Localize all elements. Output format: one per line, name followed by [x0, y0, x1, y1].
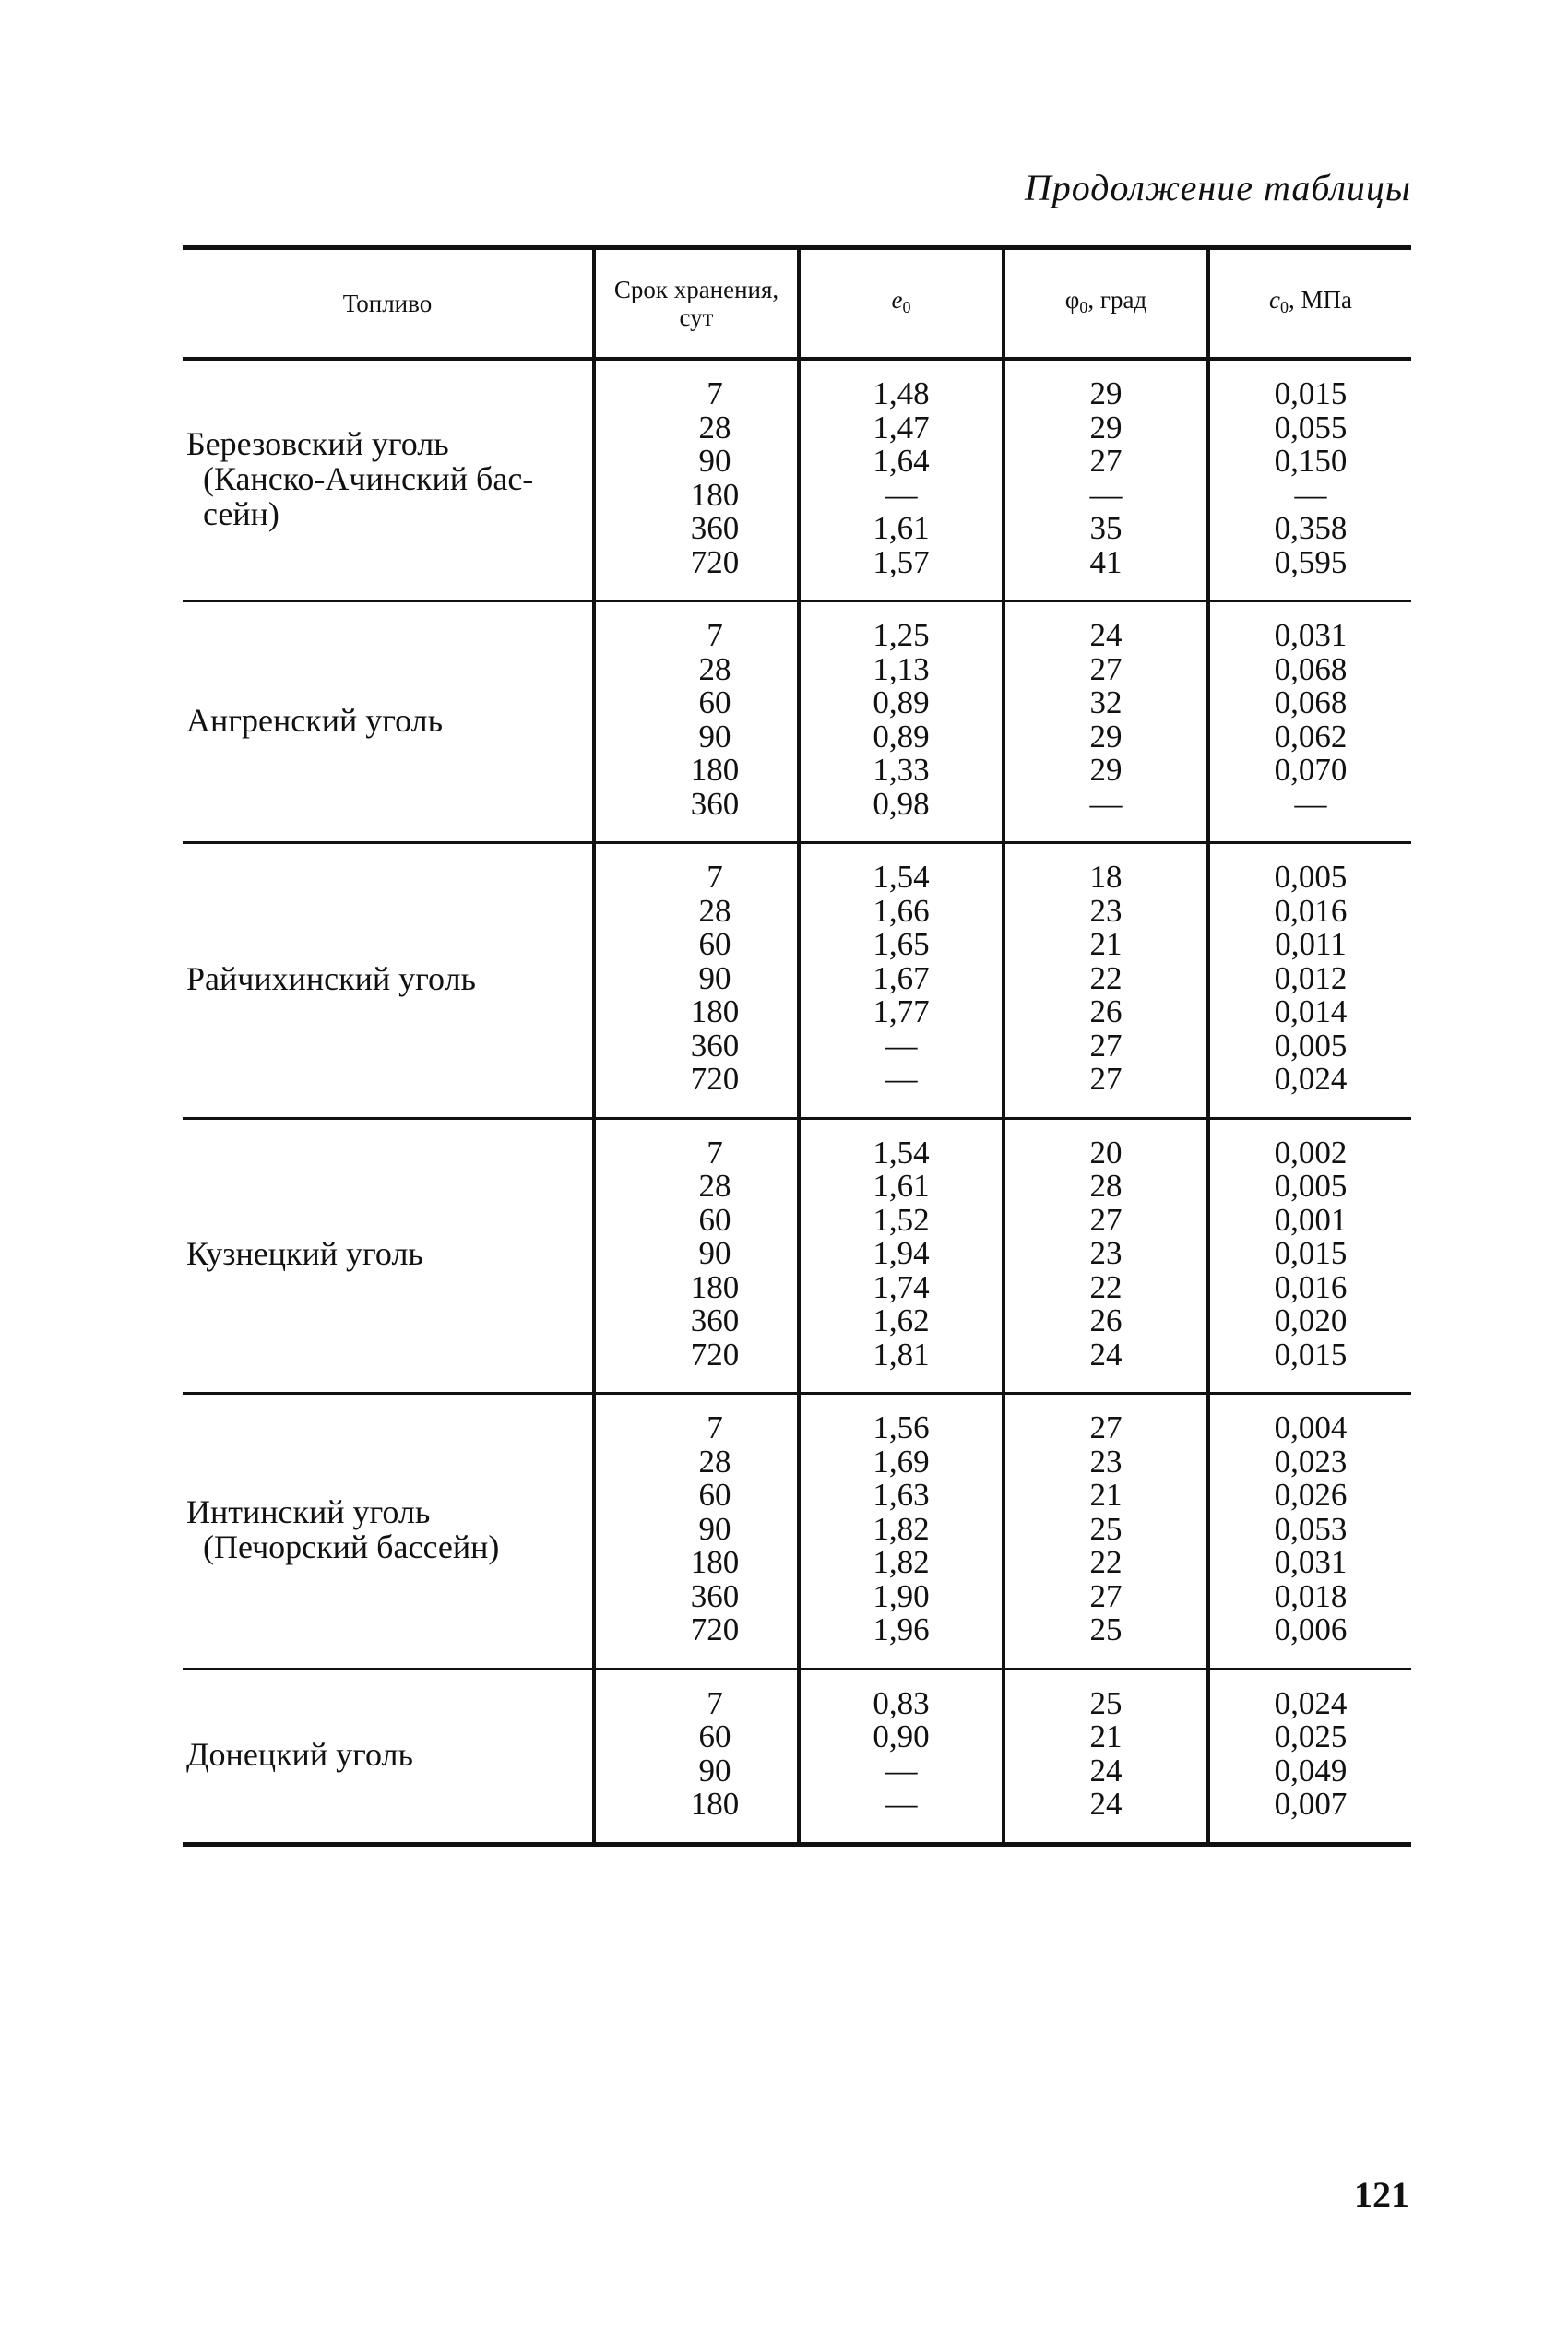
- value: 0,150: [1274, 443, 1348, 479]
- value: 180: [690, 1544, 740, 1580]
- value: 7: [707, 617, 723, 653]
- value: 7: [707, 1134, 723, 1171]
- value: 7: [707, 375, 723, 411]
- fuel-name-cell: [183, 843, 594, 1119]
- value: 1,64: [873, 443, 930, 479]
- value: 25: [1089, 1611, 1123, 1647]
- value: 24: [1089, 617, 1123, 653]
- value: —: [1294, 476, 1327, 513]
- value: 0,90: [873, 1718, 930, 1754]
- value: 0,016: [1274, 892, 1348, 929]
- value: 0,053: [1274, 1510, 1348, 1547]
- value: 27: [1089, 1201, 1123, 1238]
- value: 0,018: [1274, 1577, 1348, 1614]
- value: 1,69: [873, 1443, 930, 1480]
- fuel-name-line: (Печорский бассейн): [203, 1528, 500, 1565]
- value: 0,015: [1274, 1235, 1348, 1271]
- value: 0,015: [1274, 1336, 1348, 1373]
- storage-days-cell: [594, 843, 799, 1119]
- value: 720: [690, 1061, 740, 1097]
- value: 1,65: [873, 926, 930, 962]
- value: 28: [698, 1168, 731, 1204]
- storage-header-line1: Срок хранения,: [613, 276, 779, 303]
- value: 27: [1089, 1577, 1123, 1614]
- value: 35: [1089, 510, 1123, 546]
- value: 0,049: [1274, 1752, 1348, 1789]
- value: 0,025: [1274, 1718, 1348, 1754]
- value: 18: [1089, 859, 1123, 895]
- value: 28: [698, 1443, 731, 1480]
- fuel-name-line: Донецкий уголь: [186, 1735, 413, 1773]
- value: 180: [690, 993, 740, 1029]
- value: 0,062: [1274, 718, 1348, 755]
- value: —: [885, 1027, 918, 1064]
- value: 90: [698, 1752, 731, 1789]
- value: 0,005: [1274, 1027, 1348, 1064]
- value: 1,96: [873, 1611, 930, 1647]
- value: 0,068: [1274, 650, 1348, 687]
- value: 1,56: [873, 1409, 930, 1445]
- value: 1,63: [873, 1477, 930, 1513]
- value: 29: [1089, 375, 1123, 411]
- table-header-row: [183, 248, 1411, 360]
- value: 1,77: [873, 993, 930, 1029]
- value: —: [1294, 785, 1327, 822]
- value: 180: [690, 1268, 740, 1305]
- value: 0,595: [1274, 543, 1348, 580]
- value: 28: [698, 409, 731, 446]
- phi0-cell: [1004, 1669, 1208, 1844]
- value: 0,002: [1274, 1134, 1348, 1171]
- table-row: [183, 359, 1411, 601]
- storage-days-cell: [594, 1669, 799, 1844]
- value: 1,81: [873, 1336, 930, 1373]
- fuel-name-line: Кузнецкий уголь: [186, 1235, 423, 1273]
- c0-cell: [1208, 843, 1411, 1119]
- data-table: [183, 245, 1411, 1847]
- value: 1,61: [873, 1168, 930, 1204]
- value: 0,023: [1274, 1443, 1348, 1480]
- column-header-fuel: Топливо: [183, 248, 594, 360]
- value: 720: [690, 543, 740, 580]
- storage-days-cell: [594, 1394, 799, 1670]
- phi0-symbol: φ: [1064, 286, 1080, 314]
- storage-days-cell: [594, 359, 799, 601]
- value: 90: [698, 959, 731, 996]
- value: 360: [690, 1577, 740, 1614]
- value: 0,031: [1274, 1544, 1348, 1580]
- value: 0,024: [1274, 1061, 1348, 1097]
- column-header-c0: [1208, 248, 1411, 360]
- value: 0,070: [1274, 752, 1348, 788]
- value: 0,005: [1274, 859, 1348, 895]
- value: 21: [1089, 1477, 1123, 1513]
- value: 1,47: [873, 409, 930, 446]
- value: 1,82: [873, 1544, 930, 1580]
- value: —: [885, 1786, 918, 1822]
- value: 26: [1089, 993, 1123, 1029]
- value: 60: [698, 684, 731, 720]
- value: 1,54: [873, 1134, 930, 1171]
- value: 28: [698, 650, 731, 687]
- value: 1,61: [873, 510, 930, 546]
- c0-cell: [1208, 1118, 1411, 1394]
- value: 1,66: [873, 892, 930, 929]
- fuel-name-cell: [183, 359, 594, 601]
- value: 60: [698, 1477, 731, 1513]
- value: 27: [1089, 1027, 1123, 1064]
- fuel-name-cell: [183, 601, 594, 843]
- value: 22: [1089, 1268, 1123, 1305]
- value: 0,89: [873, 684, 930, 720]
- storage-days-cell: [594, 1118, 799, 1394]
- value: —: [1089, 476, 1123, 513]
- c0-symbol: c: [1269, 286, 1280, 314]
- table-row: [183, 601, 1411, 843]
- value: 60: [698, 1201, 731, 1238]
- value: 1,90: [873, 1577, 930, 1614]
- phi0-cell: [1004, 1118, 1208, 1394]
- value: 1,67: [873, 959, 930, 996]
- coal-properties-table: [183, 245, 1411, 1847]
- value: 28: [1089, 1168, 1123, 1204]
- e0-cell: [799, 359, 1004, 601]
- fuel-name-line: Березовский уголь: [186, 424, 449, 462]
- value: 0,024: [1274, 1684, 1348, 1721]
- value: 0,83: [873, 1684, 930, 1721]
- e0-cell: [799, 1669, 1004, 1844]
- e0-cell: [799, 1118, 1004, 1394]
- value: 23: [1089, 1443, 1123, 1480]
- value: 21: [1089, 926, 1123, 962]
- value: 23: [1089, 1235, 1123, 1271]
- column-header-storage: [594, 248, 799, 360]
- value: —: [885, 1752, 918, 1789]
- value: 27: [1089, 650, 1123, 687]
- value: 720: [690, 1336, 740, 1373]
- phi0-cell: [1004, 359, 1208, 601]
- value: 1,33: [873, 752, 930, 788]
- value: 1,13: [873, 650, 930, 687]
- value: 25: [1089, 1510, 1123, 1547]
- value: 0,011: [1275, 926, 1347, 962]
- value: 41: [1089, 543, 1123, 580]
- c0-cell: [1208, 1394, 1411, 1670]
- value: 1,25: [873, 617, 930, 653]
- value: 7: [707, 1409, 723, 1445]
- value: 1,57: [873, 543, 930, 580]
- e0-subscript: 0: [902, 298, 911, 316]
- c0-cell: [1208, 359, 1411, 601]
- e0-cell: [799, 601, 1004, 843]
- value: 90: [698, 1235, 731, 1271]
- value: 25: [1089, 1684, 1123, 1721]
- value: 360: [690, 785, 740, 822]
- value: 0,015: [1274, 375, 1348, 411]
- phi0-cell: [1004, 843, 1208, 1119]
- fuel-name-cell: [183, 1669, 594, 1844]
- value: 27: [1089, 1061, 1123, 1097]
- table-continuation-caption: Продолжение таблицы: [1024, 167, 1411, 208]
- value: 32: [1089, 684, 1123, 720]
- fuel-name-line: Райчихинский уголь: [186, 959, 476, 997]
- value: 7: [707, 859, 723, 895]
- value: 1,94: [873, 1235, 930, 1271]
- value: 23: [1089, 892, 1123, 929]
- table-row: [183, 1669, 1411, 1844]
- value: 0,007: [1274, 1786, 1348, 1822]
- value: 1,54: [873, 859, 930, 895]
- value: —: [885, 476, 918, 513]
- page-number: 121: [1354, 2174, 1409, 2216]
- value: 180: [690, 476, 740, 513]
- value: 90: [698, 718, 731, 755]
- table-row: [183, 1394, 1411, 1670]
- value: 360: [690, 1027, 740, 1064]
- value: 7: [707, 1684, 723, 1721]
- value: 0,031: [1274, 617, 1348, 653]
- value: 24: [1089, 1786, 1123, 1822]
- value: 29: [1089, 718, 1123, 755]
- table-row: [183, 1118, 1411, 1394]
- value: 0,001: [1274, 1201, 1348, 1238]
- value: 28: [698, 892, 731, 929]
- c0-subscript: 0: [1279, 298, 1289, 316]
- fuel-name-line: сейн): [203, 494, 279, 532]
- value: 24: [1089, 1752, 1123, 1789]
- value: 0,89: [873, 718, 930, 755]
- value: 0,358: [1274, 510, 1348, 546]
- phi0-cell: [1004, 1394, 1208, 1670]
- value: —: [885, 1061, 918, 1097]
- value: 29: [1089, 409, 1123, 446]
- value: 26: [1089, 1302, 1123, 1338]
- value: 20: [1089, 1134, 1123, 1171]
- value: 60: [698, 1718, 731, 1754]
- value: 22: [1089, 1544, 1123, 1580]
- value: 0,006: [1274, 1611, 1348, 1647]
- value: 0,012: [1274, 959, 1348, 996]
- value: 0,016: [1274, 1268, 1348, 1305]
- value: 0,005: [1274, 1168, 1348, 1204]
- value: 0,004: [1274, 1409, 1348, 1445]
- table-row: [183, 843, 1411, 1119]
- value: 360: [690, 1302, 740, 1338]
- value: 22: [1089, 959, 1123, 996]
- value: 27: [1089, 443, 1123, 479]
- e0-symbol: e: [891, 286, 903, 314]
- fuel-name-cell: [183, 1394, 594, 1670]
- c0-unit: , МПа: [1288, 286, 1352, 314]
- phi0-cell: [1004, 601, 1208, 843]
- fuel-name-cell: [183, 1118, 594, 1394]
- value: 720: [690, 1611, 740, 1647]
- storage-days-cell: [594, 601, 799, 843]
- value: 0,014: [1274, 993, 1348, 1029]
- value: 360: [690, 510, 740, 546]
- value: 180: [690, 752, 740, 788]
- value: 1,62: [873, 1302, 930, 1338]
- fuel-name-line: Ангренский уголь: [186, 701, 444, 739]
- c0-cell: [1208, 601, 1411, 843]
- value: 0,020: [1274, 1302, 1348, 1338]
- e0-cell: [799, 1394, 1004, 1670]
- value: 0,98: [873, 785, 930, 822]
- value: 1,52: [873, 1201, 930, 1238]
- value: 60: [698, 926, 731, 962]
- fuel-name-line: Интинский уголь: [186, 1492, 431, 1530]
- value: 90: [698, 1510, 731, 1547]
- value: 29: [1089, 752, 1123, 788]
- value: 180: [690, 1786, 740, 1822]
- e0-cell: [799, 843, 1004, 1119]
- storage-header-line2: сут: [679, 303, 714, 331]
- value: 0,026: [1274, 1477, 1348, 1513]
- value: 1,48: [873, 375, 930, 411]
- column-header-phi0: [1004, 248, 1208, 360]
- value: 1,82: [873, 1510, 930, 1547]
- value: 21: [1089, 1718, 1123, 1754]
- phi0-subscript: 0: [1079, 298, 1088, 316]
- value: 24: [1089, 1336, 1123, 1373]
- value: 0,068: [1274, 684, 1348, 720]
- column-header-e0: [799, 248, 1004, 360]
- value: 1,74: [873, 1268, 930, 1305]
- fuel-name-line: (Канско-Ачинский бас-: [203, 459, 534, 497]
- value: 27: [1089, 1409, 1123, 1445]
- c0-cell: [1208, 1669, 1411, 1844]
- value: 0,055: [1274, 409, 1348, 446]
- value: 90: [698, 443, 731, 479]
- value: —: [1089, 785, 1123, 822]
- phi0-unit: , град: [1087, 286, 1147, 314]
